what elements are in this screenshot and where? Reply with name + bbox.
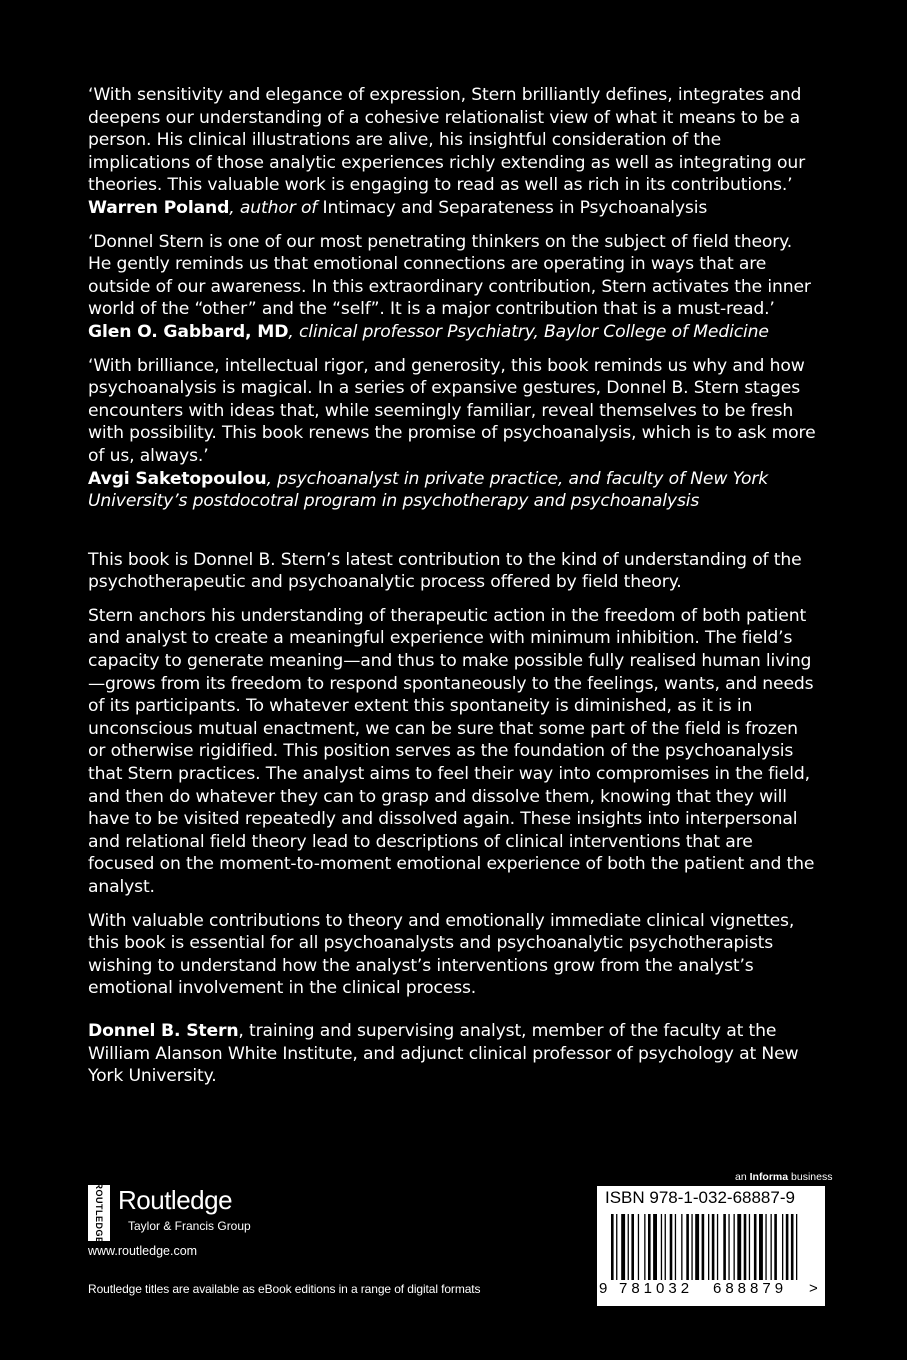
endorsement-attribution bbox=[88, 468, 820, 513]
endorser-book-title: Intimacy and Separateness in Psychoanalysis bbox=[317, 197, 708, 218]
barcode-bar bbox=[644, 1214, 645, 1280]
barcode-bar bbox=[759, 1214, 763, 1280]
author-bio-text: , training and supervising analyst, member of the faculty at the William Alanson White Institute, and adjunct clinical professor of psychology at New York University. bbox=[88, 1020, 799, 1087]
endorser-role: , clinical professor Psychiatry, Baylor College of Medicine bbox=[288, 321, 769, 342]
endorser-role: , psychoanalyst in private practice, and faculty of New York University’s postdocotral program in psychotherapy and psychoanalysis bbox=[88, 468, 769, 512]
endorser-name: Warren Poland bbox=[88, 197, 230, 218]
barcode-bar bbox=[717, 1214, 718, 1280]
barcode-bar bbox=[712, 1214, 715, 1280]
description-paragraph: Stern anchors his understanding of therapeutic action in the freedom of both patient and analyst to create a meaningful experience with minimum inhibition. The field’s capacity to generate meaning—and thus to make possible fully realised human living—grows from its freedom to respond spontaneously to the feelings, wants, and needs of its participants. To whatever extent this spontaneity is diminished, as it is in unconscious mutual enactment, we can be sure that some part of the field is frozen or otherwise rigidified. This position serves as the foundation of the psychoanalysis that Stern practices. The analyst aims to feel their way into compromises in the field, and then do whatever they can to grasp and dissolve them, knowing that they will have to be visited repeatedly and dissolved again. These insights into interpersonal and relational field theory lead to descriptions of clinical interventions that are focused on the moment-to-moment emotional experience of both the patient and the analyst. bbox=[88, 605, 815, 897]
barcode-bar bbox=[796, 1214, 797, 1280]
barcode-bar bbox=[616, 1214, 617, 1280]
barcode-arrow: > bbox=[809, 1280, 818, 1297]
barcode-bar bbox=[648, 1214, 651, 1280]
endorsement-quote: ‘With sensitivity and elegance of expression, Stern brilliantly defines, integrates and deepens our understanding of a cohesive relationalist view of what it means to be a person. His clinical illustrations are alive, his insightful consideration of the implications of those analytic experiences richly extending as well as integrating our theories. This valuable work is engaging to read as well as rich in its contributions.’ bbox=[88, 85, 806, 196]
informa-name: Informa bbox=[749, 1171, 789, 1183]
barcode-bar bbox=[670, 1214, 673, 1280]
endorser-role: , author of bbox=[229, 197, 318, 218]
barcode-bar bbox=[628, 1214, 629, 1280]
barcode-bar bbox=[765, 1214, 766, 1280]
informa-tagline: an Informa business bbox=[735, 1171, 833, 1183]
barcode-bar bbox=[749, 1214, 750, 1280]
publisher-group: Taylor & Francis Group bbox=[128, 1219, 251, 1233]
barcode-bar bbox=[611, 1214, 614, 1280]
barcode-bar bbox=[661, 1214, 662, 1280]
barcode-graphic bbox=[611, 1214, 811, 1280]
endorsement-attribution bbox=[88, 321, 820, 344]
isbn-number: ISBN 978-1-032-68887-9 bbox=[605, 1188, 795, 1207]
barcode-bar bbox=[695, 1214, 699, 1280]
routledge-logo-mark bbox=[88, 1182, 110, 1244]
publisher-website: www.routledge.com bbox=[88, 1244, 198, 1258]
endorser-name: Glen O. Gabbard, MD bbox=[88, 321, 289, 342]
barcode-bar bbox=[782, 1214, 783, 1280]
barcode-digits-left: 781032 bbox=[619, 1280, 694, 1297]
ebook-note: Routledge titles are available as eBook editions in a range of digital formats bbox=[88, 1282, 481, 1296]
back-cover-text bbox=[88, 84, 820, 1088]
barcode-bar bbox=[737, 1214, 741, 1280]
barcode-bar bbox=[653, 1214, 657, 1280]
description-paragraph: With valuable contributions to theory and emotionally immediate clinical vignettes, this book is essential for all psychoanalysts and psychoanalytic psychotherapists wishing to understand how the analyst’s interventions grow from the analyst’s emotional involvement in the clinical process. bbox=[88, 910, 795, 999]
barcode-bar bbox=[723, 1214, 726, 1280]
barcode-bar bbox=[665, 1214, 666, 1280]
barcode-bar bbox=[631, 1214, 634, 1280]
barcode-bar bbox=[686, 1214, 689, 1280]
description-paragraph: This book is Donnel B. Stern’s latest contribution to the kind of understanding of the psychotherapeutic and psychoanalytic process offered by field theory. bbox=[88, 549, 802, 593]
barcode-bar bbox=[728, 1214, 729, 1280]
endorsement-attribution bbox=[88, 197, 820, 220]
barcode-bar bbox=[786, 1214, 789, 1280]
barcode-bar bbox=[744, 1214, 747, 1280]
barcode-bar bbox=[691, 1214, 692, 1280]
author-bio bbox=[88, 1020, 820, 1088]
barcode-digit-first: 9 bbox=[599, 1280, 608, 1297]
barcode-digits-right: 688879 bbox=[713, 1280, 788, 1297]
barcode-bar bbox=[771, 1214, 772, 1280]
barcode-bar bbox=[621, 1214, 625, 1280]
barcode-bar bbox=[774, 1214, 777, 1280]
barcode-bar bbox=[708, 1214, 709, 1280]
barcode-bar bbox=[734, 1214, 735, 1280]
publisher-name: Routledge bbox=[118, 1185, 233, 1215]
barcode-bar bbox=[754, 1214, 757, 1280]
barcode-digits bbox=[597, 1278, 825, 1302]
endorser-name: Avgi Saketopoulou bbox=[88, 468, 267, 489]
logo-mark-text: ROUTLEDGE bbox=[94, 1182, 104, 1244]
endorsement-quote: ‘With brilliance, intellectual rigor, and generosity, this book reminds us why and how psychoanalysis is magical. In a series of expansive gestures, Donnel B. Stern stages encounters with ideas that, while seemingly familiar, reveal themselves to be fresh with possibility. This book renews the promise of psychoanalysis, which is to ask more of us, always.’ bbox=[88, 355, 816, 466]
barcode-bar bbox=[702, 1214, 705, 1280]
barcode-bar bbox=[791, 1214, 794, 1280]
endorsement-quote: ‘Donnel Stern is one of our most penetrating thinkers on the subject of field theory. He gently reminds us that emotional connections are operating in ways that are outside of our awareness. In this extraordinary contribution, Stern activates the inner world of the “other” and the “self”. It is a major contribution that is a must-read.’ bbox=[88, 231, 811, 320]
barcode-bar bbox=[638, 1214, 639, 1280]
barcode-bar bbox=[675, 1214, 676, 1280]
author-name: Donnel B. Stern bbox=[88, 1020, 239, 1041]
barcode-panel bbox=[597, 1186, 825, 1306]
barcode-bar bbox=[681, 1214, 682, 1280]
